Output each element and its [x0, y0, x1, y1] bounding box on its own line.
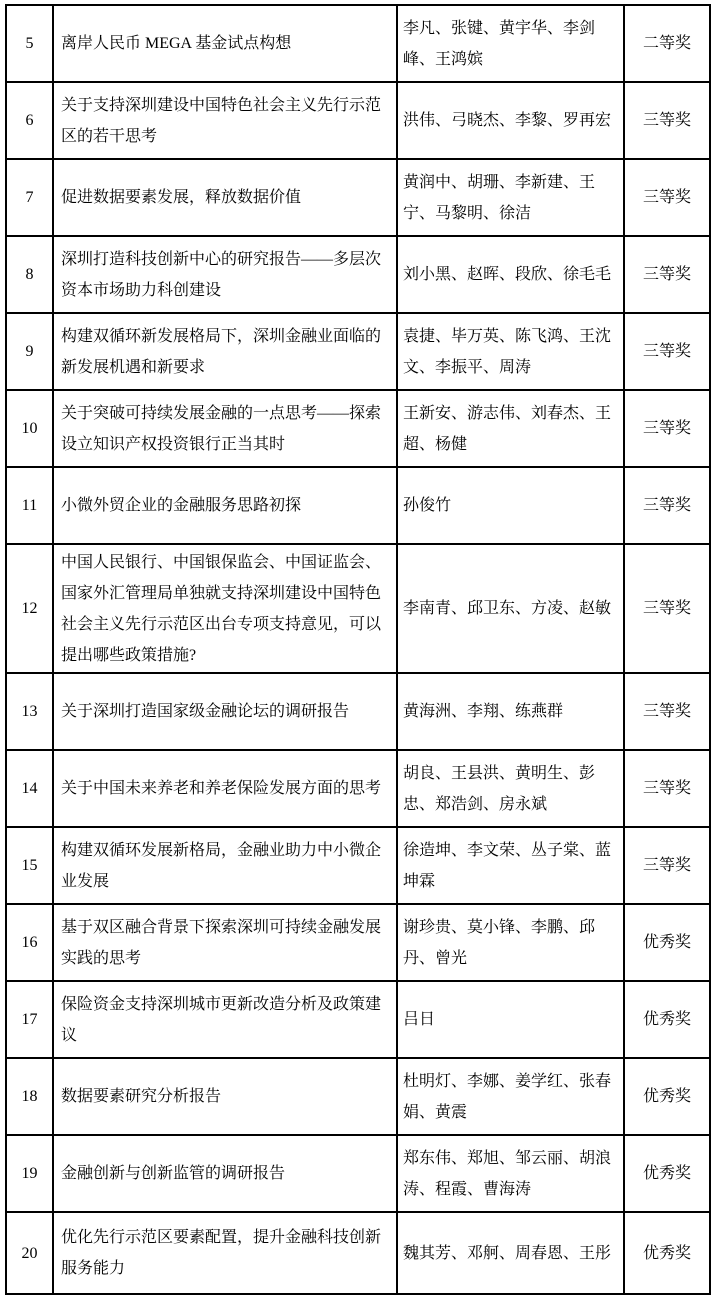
award-cell: 优秀奖: [624, 1135, 710, 1212]
authors-cell: 洪伟、弓晓杰、李黎、罗再宏: [397, 82, 624, 159]
table-row: [6, 1212, 710, 1294]
title-cell: 金融创新与创新监管的调研报告: [53, 1135, 397, 1212]
award-cell: 三等奖: [624, 673, 710, 750]
table-row: [6, 1135, 710, 1212]
title-cell: 基于双区融合背景下探索深圳可持续金融发展实践的思考: [53, 904, 397, 981]
table-row: [6, 750, 710, 827]
row-number-cell: 14: [6, 750, 53, 827]
row-number-cell: 19: [6, 1135, 53, 1212]
title-cell: 关于中国未来养老和养老保险发展方面的思考: [53, 750, 397, 827]
table-row: [6, 467, 710, 544]
award-cell: 优秀奖: [624, 1058, 710, 1135]
award-cell: 优秀奖: [624, 981, 710, 1058]
table-row: [6, 673, 710, 750]
title-cell: 数据要素研究分析报告: [53, 1058, 397, 1135]
row-number-cell: 11: [6, 467, 53, 544]
row-number-cell: 18: [6, 1058, 53, 1135]
table-row: [6, 544, 710, 673]
row-number-cell: 17: [6, 981, 53, 1058]
award-cell: 二等奖: [624, 5, 710, 82]
authors-cell: 魏其芳、邓舸、周春恩、王彤: [397, 1212, 624, 1294]
award-cell: 优秀奖: [624, 904, 710, 981]
table-row: [6, 82, 710, 159]
award-cell: 优秀奖: [624, 1212, 710, 1294]
authors-cell: 李南青、邱卫东、方凌、赵敏: [397, 544, 624, 673]
title-cell: 关于支持深圳建设中国特色社会主义先行示范区的若干思考: [53, 82, 397, 159]
title-cell: 促进数据要素发展，释放数据价值: [53, 159, 397, 236]
authors-cell: 谢珍贵、莫小锋、李鹏、邱丹、曾光: [397, 904, 624, 981]
table-row: [6, 1058, 710, 1135]
row-number-cell: 16: [6, 904, 53, 981]
authors-cell: 黄海洲、李翔、练燕群: [397, 673, 624, 750]
table-row: [6, 904, 710, 981]
row-number-cell: 12: [6, 544, 53, 673]
title-cell: 构建双循环新发展格局下，深圳金融业面临的新发展机遇和新要求: [53, 313, 397, 390]
table-row: [6, 827, 710, 904]
authors-cell: 刘小黑、赵晖、段欣、徐毛毛: [397, 236, 624, 313]
table-row: [6, 5, 710, 82]
award-cell: 三等奖: [624, 544, 710, 673]
authors-cell: 杜明灯、李娜、姜学红、张春娟、黄震: [397, 1058, 624, 1135]
table-row: [6, 159, 710, 236]
title-cell: 优化先行示范区要素配置，提升金融科技创新服务能力: [53, 1212, 397, 1294]
awards-table: [5, 4, 711, 1295]
table-row: [6, 981, 710, 1058]
row-number-cell: 8: [6, 236, 53, 313]
title-cell: 离岸人民币 MEGA 基金试点构想: [53, 5, 397, 82]
table-row: [6, 313, 710, 390]
title-cell: 保险资金支持深圳城市更新改造分析及政策建议: [53, 981, 397, 1058]
title-cell: 深圳打造科技创新中心的研究报告——多层次资本市场助力科创建设: [53, 236, 397, 313]
authors-cell: 吕日: [397, 981, 624, 1058]
table-row: [6, 236, 710, 313]
authors-cell: 徐造坤、李文荣、丛子棠、蓝坤霖: [397, 827, 624, 904]
row-number-cell: 13: [6, 673, 53, 750]
title-cell: 关于深圳打造国家级金融论坛的调研报告: [53, 673, 397, 750]
award-cell: 三等奖: [624, 236, 710, 313]
row-number-cell: 6: [6, 82, 53, 159]
title-cell: 中国人民银行、中国银保监会、中国证监会、国家外汇管理局单独就支持深圳建设中国特色社会主义先行示范区出台专项支持意见，可以提出哪些政策措施?: [53, 544, 397, 673]
row-number-cell: 20: [6, 1212, 53, 1294]
row-number-cell: 9: [6, 313, 53, 390]
title-cell: 构建双循环发展新格局，金融业助力中小微企业发展: [53, 827, 397, 904]
award-cell: 三等奖: [624, 390, 710, 467]
table-row: [6, 390, 710, 467]
authors-cell: 李凡、张键、黄宇华、李剑峰、王鸿嫔: [397, 5, 624, 82]
award-cell: 三等奖: [624, 159, 710, 236]
award-cell: 三等奖: [624, 467, 710, 544]
authors-cell: 孙俊竹: [397, 467, 624, 544]
title-cell: 关于突破可持续发展金融的一点思考——探索设立知识产权投资银行正当其时: [53, 390, 397, 467]
authors-cell: 黄润中、胡珊、李新建、王宁、马黎明、徐洁: [397, 159, 624, 236]
authors-cell: 郑东伟、郑旭、邹云丽、胡浪涛、程霞、曹海涛: [397, 1135, 624, 1212]
row-number-cell: 5: [6, 5, 53, 82]
authors-cell: 王新安、游志伟、刘春杰、王超、杨健: [397, 390, 624, 467]
authors-cell: 胡良、王县洪、黄明生、彭忠、郑浩剑、房永斌: [397, 750, 624, 827]
award-cell: 三等奖: [624, 827, 710, 904]
authors-cell: 袁捷、毕万英、陈飞鸿、王沈文、李振平、周涛: [397, 313, 624, 390]
award-cell: 三等奖: [624, 82, 710, 159]
row-number-cell: 15: [6, 827, 53, 904]
award-cell: 三等奖: [624, 750, 710, 827]
row-number-cell: 10: [6, 390, 53, 467]
award-cell: 三等奖: [624, 313, 710, 390]
row-number-cell: 7: [6, 159, 53, 236]
title-cell: 小微外贸企业的金融服务思路初探: [53, 467, 397, 544]
